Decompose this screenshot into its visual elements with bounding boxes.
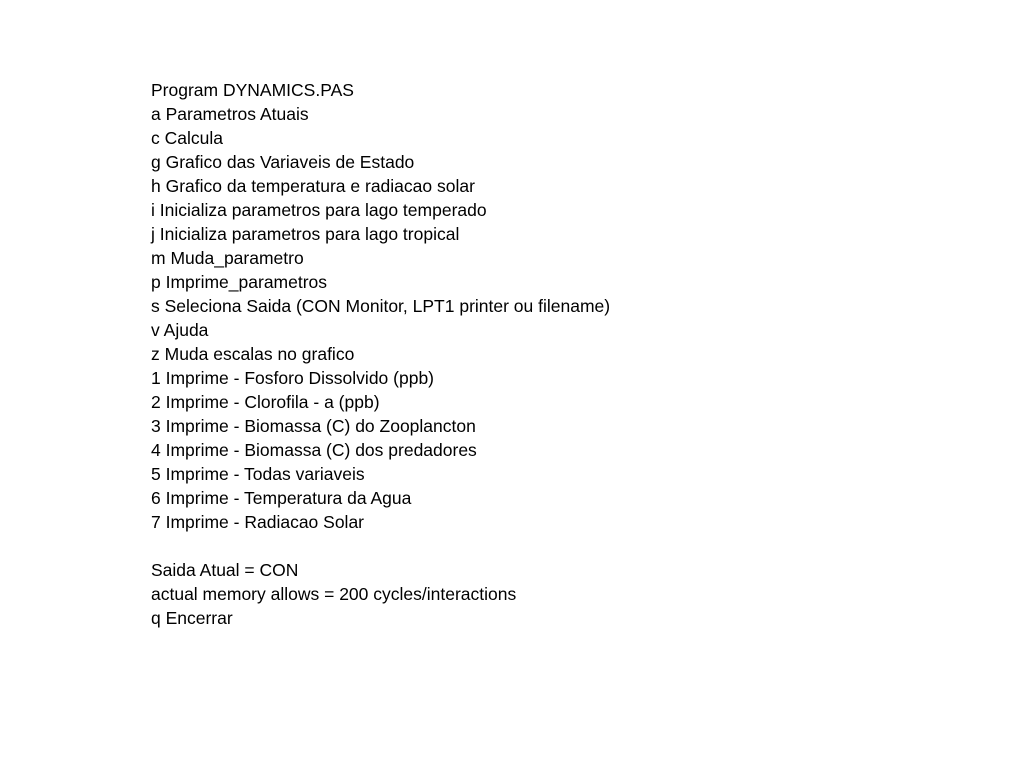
menu-option-imprime-zooplancton[interactable]: 3 Imprime - Biomassa (C) do Zooplancton [151, 416, 476, 436]
menu-option-grafico-variaveis[interactable]: g Grafico das Variaveis de Estado [151, 152, 415, 172]
menu-option-grafico-temperatura[interactable]: h Grafico da temperatura e radiacao solar [151, 176, 475, 196]
menu-option-imprime-temperatura[interactable]: 6 Imprime - Temperatura da Agua [151, 488, 412, 508]
menu-option-seleciona-saida[interactable]: s Seleciona Saida (CON Monitor, LPT1 printer ou filename) [151, 296, 611, 316]
menu-option-imprime-todas[interactable]: 5 Imprime - Todas variaveis [151, 464, 365, 484]
menu-option-lago-temperado[interactable]: i Inicializa parametros para lago temperado [151, 200, 487, 220]
menu-option-encerrar[interactable]: q Encerrar [151, 608, 233, 628]
program-menu [151, 78, 610, 630]
menu-option-lago-tropical[interactable]: j Inicializa parametros para lago tropical [151, 224, 460, 244]
menu-option-imprime-radiacao[interactable]: 7 Imprime - Radiacao Solar [151, 512, 364, 532]
blank-line [151, 534, 610, 558]
menu-option-muda-parametro[interactable]: m Muda_parametro [151, 248, 304, 268]
menu-option-imprime-parametros[interactable]: p Imprime_parametros [151, 272, 328, 292]
menu-option-muda-escalas[interactable]: z Muda escalas no grafico [151, 344, 355, 364]
current-output-status: Saida Atual = CON [151, 560, 299, 580]
menu-option-parametros-atuais[interactable]: a Parametros Atuais [151, 104, 309, 124]
memory-info-status: actual memory allows = 200 cycles/interactions [151, 584, 517, 604]
menu-option-calcula[interactable]: c Calcula [151, 128, 223, 148]
menu-option-imprime-clorofila[interactable]: 2 Imprime - Clorofila - a (ppb) [151, 392, 380, 412]
menu-option-imprime-predadores[interactable]: 4 Imprime - Biomassa (C) dos predadores [151, 440, 477, 460]
menu-option-ajuda[interactable]: v Ajuda [151, 320, 209, 340]
menu-option-imprime-fosforo[interactable]: 1 Imprime - Fosforo Dissolvido (ppb) [151, 368, 434, 388]
program-title: Program DYNAMICS.PAS [151, 80, 354, 100]
